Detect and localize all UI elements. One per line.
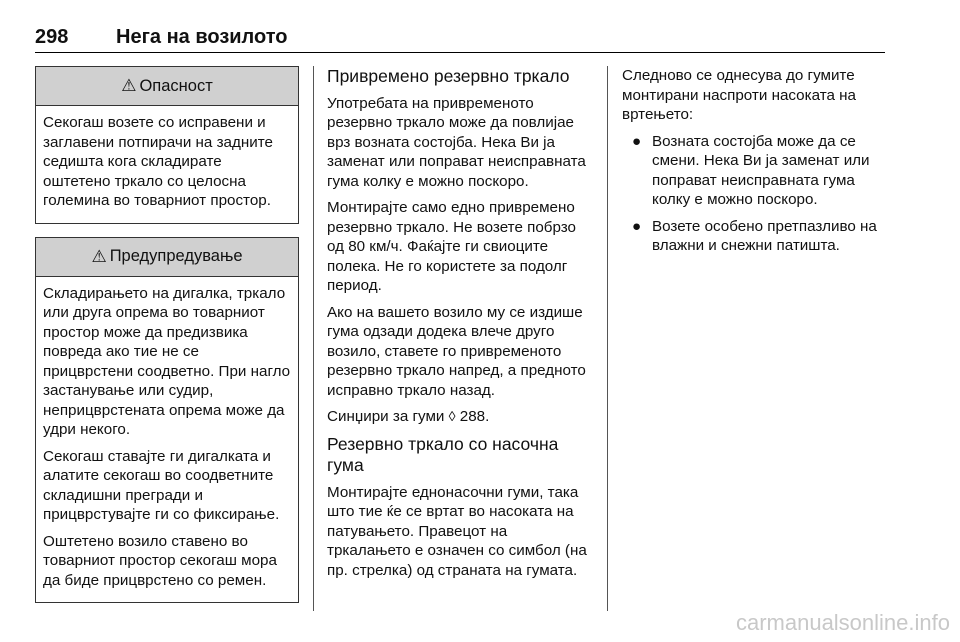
header-rule [35, 52, 885, 53]
body-paragraph: Монтирајте само едно привремено резервно тркало. Не возете побрзо од 80 км/ч. Фаќајте ги свиоците полека. Не го користете за подолг период. [327, 199, 576, 294]
warning-box-header [36, 238, 298, 277]
body-paragraph: Употребата на привременото резервно тркало може да повлијае врз возната состојба. Нека Ви ја заменат или поправат неисправната гума колку е можно поскоро. [327, 94, 586, 190]
bullet-list [622, 132, 886, 256]
column-2 [327, 66, 591, 587]
cross-reference-label: Синџири за гуми [327, 408, 445, 425]
watermark: carmanualsonline.info [735, 610, 950, 635]
body-paragraph: Следново се однесува до гумите монтирани наспроти насоката на вртењето: [622, 67, 856, 123]
list-item [622, 132, 886, 210]
bullet-icon: ● [632, 217, 642, 235]
warning-paragraph: Складирањето на дигалка, тркало или друга опрема во товарниот простор може да предизвика повреда ако тие не се прицврстени соодветно. При нагло застанување или судир, неприцврстената опрема може да удри некого. [43, 284, 291, 438]
warning-paragraph: Оштетено возило ставено во товарниот простор секогаш мора да биде прицврстено со ремен. [43, 532, 277, 589]
column-divider [607, 66, 608, 611]
list-item [622, 217, 886, 256]
section-heading: Резервно тркало со насочна гума [327, 433, 559, 475]
danger-box [35, 66, 299, 224]
danger-box-header [36, 67, 298, 106]
danger-box-body [36, 106, 298, 223]
cross-reference-page[interactable]: 288. [459, 408, 490, 425]
warning-box-body [36, 277, 298, 603]
page-number: 298 [35, 26, 69, 48]
section-heading: Привремено резервно тркало [327, 66, 570, 86]
list-item-text: Возната состојба може да се смени. Нека Ви ја заменат или поправат неисправната гума колку е можно поскоро. [652, 132, 870, 208]
list-item-text: Возете особено претпазливо на влажни и снежни патишта. [652, 217, 877, 254]
chapter-title: Нега на возилото [116, 26, 288, 48]
page-header [35, 26, 885, 54]
body-paragraph: Монтирајте еднонасочни гуми, така што тие ќе се вртат во насоката на патувањето. Правецот на тркалањето е означен со симбол (на пр. стрелка) од страната на гумата. [327, 483, 587, 579]
warning-box [35, 237, 299, 604]
column-divider [313, 66, 314, 611]
body-paragraph: Ако на вашето возило му се издише гума одзади додека влече друго возило, ставете го привременото резервно тркало напред, а предното исправно тркало назад. [327, 303, 586, 399]
column-3 [622, 66, 886, 263]
warning-triangle-icon: ⚠ [91, 246, 107, 266]
danger-box-title: Опасност [139, 76, 213, 95]
warning-triangle-icon: ⚠ [121, 76, 137, 95]
danger-paragraph: Секогаш возете со исправени и заглавени потпирачи на задните седишта кога складирате оштетено тркало со целосна големина во товарниот простор. [43, 114, 273, 209]
column-1 [35, 66, 299, 616]
warning-paragraph: Секогаш ставајте ги дигалката и алатите секогаш во соодветните складишни прегради и прицврстувајте ги со фиксирање. [43, 447, 280, 523]
cross-reference[interactable] [327, 407, 591, 427]
bullet-icon: ● [632, 132, 642, 150]
warning-box-title: Предупредување [109, 247, 243, 265]
arrow-reference-icon: ◊ [448, 408, 456, 424]
